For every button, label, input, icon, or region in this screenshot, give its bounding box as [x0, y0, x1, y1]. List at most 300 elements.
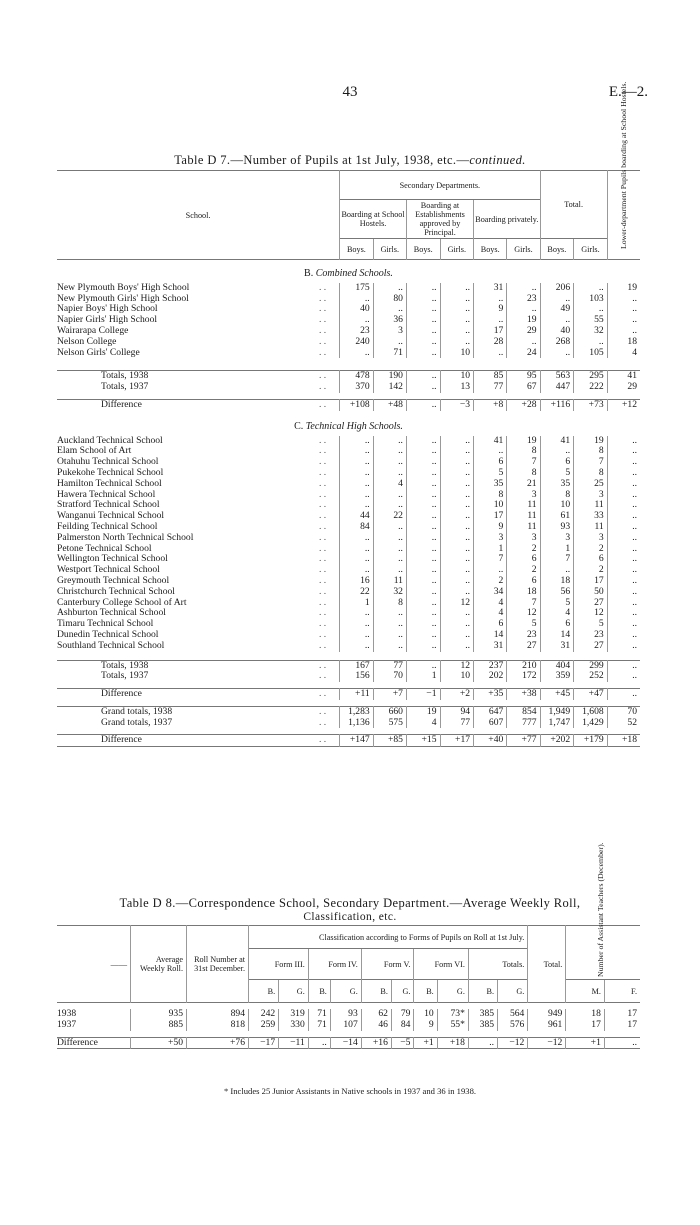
roll-number-header: Roll Number at 31st December.: [187, 926, 249, 1003]
cell-value: ..: [607, 619, 640, 630]
row-leader: . .: [319, 618, 327, 630]
cell-value: +12: [607, 399, 640, 410]
cell-value: 894: [187, 1009, 249, 1020]
row-name: Difference: [101, 734, 142, 746]
cell-value: 11: [373, 576, 406, 587]
cell-value: ..: [607, 533, 640, 544]
cell-value: −17: [249, 1037, 279, 1049]
cell-value: +48: [373, 399, 406, 410]
cell-value: 13: [440, 382, 474, 393]
row-name: Totals, 1938: [101, 659, 149, 671]
cell-value: 4: [474, 608, 507, 619]
school-header: School.: [185, 210, 211, 220]
spacer-row: [57, 411, 640, 419]
form6-header: Form VI.: [414, 949, 468, 980]
row-leader: . .: [319, 488, 327, 500]
cell-value: 3: [507, 490, 540, 501]
cell-value: 84: [391, 1020, 414, 1031]
cell-value: ..: [574, 283, 608, 294]
boys-header: Boys.: [540, 239, 574, 260]
row-label: [57, 371, 340, 382]
cell-value: ..: [607, 304, 640, 315]
cell-value: 5: [474, 468, 507, 479]
cell-value: ..: [373, 500, 406, 511]
cell-value: 62: [361, 1009, 391, 1020]
cell-value: ..: [406, 630, 440, 641]
row-leader: . .: [319, 688, 327, 700]
cell-value: 7: [507, 598, 540, 609]
cell-value: ..: [607, 315, 640, 326]
cell-value: 22: [340, 587, 374, 598]
cell-value: ..: [440, 468, 474, 479]
cell-value: 12: [574, 608, 608, 619]
cell-value: ..: [406, 619, 440, 630]
row-leader: . .: [319, 574, 327, 586]
footnote: * Includes 25 Junior Assistants in Native schools in 1937 and 36 in 1938.: [223, 1086, 477, 1096]
cell-value: 14: [540, 630, 574, 641]
cell-value: ..: [406, 457, 440, 468]
row-leader: . .: [319, 398, 327, 410]
cell-value: 6: [474, 619, 507, 630]
cell-value: ..: [340, 641, 374, 652]
cell-value: ..: [607, 511, 640, 522]
cell-value: 5: [507, 619, 540, 630]
table-row: [57, 641, 640, 652]
cell-value: ..: [507, 304, 540, 315]
cell-value: 10: [440, 371, 474, 382]
cell-value: 156: [340, 671, 374, 682]
cell-value: 7: [540, 554, 574, 565]
spacer-row: [57, 358, 640, 371]
cell-value: 17: [474, 511, 507, 522]
cell-value: −12: [528, 1037, 566, 1049]
cell-value: 44: [340, 511, 374, 522]
cell-value: ..: [440, 436, 474, 447]
cell-value: 447: [540, 382, 574, 393]
form5-header: Form V.: [361, 949, 414, 980]
row-label: [57, 399, 340, 410]
cell-value: +202: [540, 735, 574, 747]
cell-value: 7: [507, 457, 540, 468]
cell-value: 11: [574, 500, 608, 511]
cell-value: 206: [540, 283, 574, 294]
cell-value: ..: [340, 490, 374, 501]
table-row: [57, 436, 640, 447]
cell-value: +28: [507, 399, 540, 410]
cell-value: ..: [340, 446, 374, 457]
table-row: [57, 1037, 640, 1049]
cell-value: 607: [474, 718, 507, 729]
cell-value: 1: [474, 544, 507, 555]
cell-value: 3: [540, 533, 574, 544]
row-label: [57, 382, 340, 393]
b-header: B.: [361, 980, 391, 1003]
cell-value: 6: [507, 554, 540, 565]
row-name: Grand totals, 1938: [101, 705, 173, 717]
cell-value: ..: [406, 283, 440, 294]
table-row: [57, 382, 640, 393]
row-label: [57, 718, 340, 729]
cell-value: 23: [574, 630, 608, 641]
secondary-departments-header: Secondary Departments.: [340, 171, 540, 200]
cell-value: ..: [373, 619, 406, 630]
cell-value: +38: [507, 689, 540, 700]
cell-value: ..: [474, 348, 507, 359]
cell-value: 28: [474, 337, 507, 348]
boarding-hostels-header: Boarding at School Hostels.: [340, 200, 407, 239]
cell-value: ..: [406, 660, 440, 671]
cell-value: 23: [507, 294, 540, 305]
cell-value: 9: [414, 1020, 437, 1031]
cell-value: ..: [406, 533, 440, 544]
cell-value: ..: [440, 587, 474, 598]
row-name: Feilding Technical School: [57, 520, 158, 532]
row-name: Grand totals, 1937: [101, 716, 173, 728]
cell-value: ..: [373, 304, 406, 315]
cell-value: +18: [437, 1037, 468, 1049]
cell-value: ..: [340, 500, 374, 511]
row-name: Petone Technical School: [57, 542, 152, 554]
table-row: [57, 399, 640, 410]
cell-value: 10: [414, 1009, 437, 1020]
boys-header: Boys.: [406, 239, 440, 260]
cell-value: −1: [406, 689, 440, 700]
row-name: Greymouth Technical School: [57, 574, 170, 586]
cell-value: +40: [474, 735, 507, 747]
cell-value: 29: [607, 382, 640, 393]
cell-value: 32: [574, 326, 608, 337]
cell-value: ..: [340, 315, 374, 326]
section-technical: [57, 419, 640, 436]
cell-value: +17: [440, 735, 474, 747]
cell-value: 660: [373, 706, 406, 717]
cell-value: 41: [474, 436, 507, 447]
cell-value: ..: [440, 304, 474, 315]
cell-value: 18: [540, 576, 574, 587]
cell-value: ..: [340, 348, 374, 359]
table-row: [57, 671, 640, 682]
table-row: [57, 337, 640, 348]
girls-header: Girls.: [440, 239, 474, 260]
cell-value: 14: [474, 630, 507, 641]
cell-value: ..: [440, 457, 474, 468]
cell-value: 17: [604, 1009, 640, 1020]
row-leader: . .: [319, 477, 327, 489]
cell-value: 6: [474, 457, 507, 468]
g-header: G.: [437, 980, 468, 1003]
b-header: B.: [308, 980, 330, 1003]
row-leader: . .: [319, 628, 327, 640]
cell-value: +16: [361, 1037, 391, 1049]
cell-value: 190: [373, 371, 406, 382]
cell-value: ..: [440, 544, 474, 555]
cell-value: 17: [566, 1020, 605, 1031]
cell-value: ..: [474, 565, 507, 576]
cell-value: ..: [406, 315, 440, 326]
cell-value: 222: [574, 382, 608, 393]
row-label: [57, 660, 340, 671]
cell-value: 22: [373, 511, 406, 522]
cell-value: 55*: [437, 1020, 468, 1031]
cell-value: 7: [474, 554, 507, 565]
row-leader: . .: [319, 281, 327, 293]
row-leader: . .: [319, 370, 327, 382]
cell-value: 41: [607, 371, 640, 382]
cell-value: 949: [528, 1009, 566, 1020]
cell-value: 8: [540, 490, 574, 501]
cell-value: +147: [340, 735, 374, 747]
cell-value: 370: [340, 382, 374, 393]
cell-value: ..: [607, 608, 640, 619]
table-row: [57, 735, 640, 747]
cell-value: 105: [574, 348, 608, 359]
row-leader: . .: [319, 553, 327, 565]
row-name: Southland Technical School: [57, 639, 165, 651]
cell-value: 818: [187, 1020, 249, 1031]
girls-header: Girls.: [574, 239, 608, 260]
cell-value: 70: [607, 706, 640, 717]
row-name: Christchurch Technical School: [57, 585, 175, 597]
row-name: Nelson College: [57, 335, 117, 347]
cell-value: 8: [474, 490, 507, 501]
cell-value: ..: [406, 641, 440, 652]
row-leader: . .: [319, 596, 327, 608]
cell-value: 18: [607, 337, 640, 348]
row-leader: . .: [319, 607, 327, 619]
cell-value: +1: [414, 1037, 437, 1049]
cell-value: 961: [528, 1020, 566, 1031]
cell-value: ..: [440, 337, 474, 348]
cell-value: ..: [607, 689, 640, 700]
row-label: [57, 735, 340, 747]
cell-value: 935: [131, 1009, 187, 1020]
cell-value: 10: [540, 500, 574, 511]
row-name: Palmerston North Technical School: [57, 531, 194, 543]
row-name: Ashburton Technical School: [57, 607, 166, 619]
cell-value: ..: [406, 399, 440, 410]
cell-value: ..: [607, 630, 640, 641]
cell-value: ..: [406, 598, 440, 609]
cell-value: ..: [440, 641, 474, 652]
cell-value: ..: [308, 1037, 330, 1049]
cell-value: ..: [406, 511, 440, 522]
totals-header: Totals.: [468, 949, 527, 980]
cell-value: 19: [507, 315, 540, 326]
row-leader: . .: [319, 445, 327, 457]
cell-value: ..: [440, 490, 474, 501]
cell-value: ..: [440, 294, 474, 305]
cell-value: 1,747: [540, 718, 574, 729]
row-leader: . .: [319, 531, 327, 543]
cell-value: 647: [474, 706, 507, 717]
cell-value: −14: [330, 1037, 361, 1049]
cell-value: 17: [474, 326, 507, 337]
cell-value: ..: [607, 641, 640, 652]
page-number: 43: [342, 84, 358, 100]
cell-value: 73*: [437, 1009, 468, 1020]
row-leader: . .: [319, 520, 327, 532]
cell-value: ..: [406, 554, 440, 565]
cell-value: ..: [373, 436, 406, 447]
section-combined: [57, 266, 640, 283]
cell-value: ..: [340, 533, 374, 544]
cell-value: ..: [607, 587, 640, 598]
cell-value: ..: [440, 326, 474, 337]
cell-value: 27: [507, 641, 540, 652]
cell-value: +47: [574, 689, 608, 700]
cell-value: 9: [474, 304, 507, 315]
cell-value: 2: [574, 565, 608, 576]
cell-value: ..: [406, 587, 440, 598]
cell-value: ..: [440, 608, 474, 619]
cell-value: ..: [607, 554, 640, 565]
cell-value: 4: [540, 608, 574, 619]
girls-header: Girls.: [373, 239, 406, 260]
cell-value: 77: [373, 660, 406, 671]
cell-value: 12: [507, 608, 540, 619]
cell-value: 93: [330, 1009, 361, 1020]
cell-value: 18: [507, 587, 540, 598]
row-label: [57, 689, 340, 700]
cell-value: ..: [373, 544, 406, 555]
cell-value: ..: [373, 446, 406, 457]
cell-value: 175: [340, 283, 374, 294]
cell-value: 10: [474, 500, 507, 511]
cell-value: 67: [507, 382, 540, 393]
cell-value: 71: [373, 348, 406, 359]
cell-value: 12: [440, 598, 474, 609]
row-leader: . .: [319, 705, 327, 717]
cell-value: +35: [474, 689, 507, 700]
cell-value: ..: [440, 315, 474, 326]
cell-value: ..: [373, 457, 406, 468]
cell-value: ..: [607, 468, 640, 479]
cell-value: 19: [574, 436, 608, 447]
cell-value: +15: [406, 735, 440, 747]
cell-value: ..: [440, 565, 474, 576]
row-leader: . .: [319, 716, 327, 728]
cell-value: ..: [440, 554, 474, 565]
cell-value: ..: [607, 446, 640, 457]
table8-title-line1: Table D 8.—Correspondence School, Secondary Department.—Average Weekly Roll,: [119, 896, 581, 910]
cell-value: ..: [607, 565, 640, 576]
row-name: Hawera Technical School: [57, 488, 156, 500]
cell-value: 564: [498, 1009, 528, 1020]
total-header: Total.: [540, 171, 607, 239]
cell-value: 777: [507, 718, 540, 729]
g-header: G.: [391, 980, 414, 1003]
cell-value: 854: [507, 706, 540, 717]
row-label: 1937: [57, 1018, 77, 1030]
cell-value: ..: [340, 294, 374, 305]
cell-value: 103: [574, 294, 608, 305]
row-name: Nelson Girls' College: [57, 346, 140, 358]
cell-value: 5: [540, 598, 574, 609]
row-name: Stratford Technical School: [57, 499, 160, 511]
cell-value: ..: [440, 479, 474, 490]
row-name: Pukekohe Technical School: [57, 466, 164, 478]
cell-value: 8: [507, 446, 540, 457]
row-leader: . .: [319, 303, 327, 315]
cell-value: 8: [373, 598, 406, 609]
cell-value: 240: [340, 337, 374, 348]
cell-value: 93: [540, 522, 574, 533]
cell-value: ..: [607, 522, 640, 533]
cell-value: +11: [340, 689, 374, 700]
cell-value: 319: [279, 1009, 309, 1020]
row-name: Wanganui Technical School: [57, 510, 165, 522]
cell-value: ..: [607, 490, 640, 501]
cell-value: 563: [540, 371, 574, 382]
cell-value: +8: [474, 399, 507, 410]
row-name: Napier Boys' High School: [57, 303, 158, 315]
cell-value: 8: [574, 468, 608, 479]
row-name: Auckland Technical School: [57, 434, 163, 446]
b-header: B.: [249, 980, 279, 1003]
cell-value: ..: [474, 294, 507, 305]
cell-value: 80: [373, 294, 406, 305]
cell-value: ..: [340, 608, 374, 619]
cell-value: ..: [507, 337, 540, 348]
row-leader: . .: [319, 335, 327, 347]
cell-value: −12: [498, 1037, 528, 1049]
cell-value: +45: [540, 689, 574, 700]
cell-value: −11: [279, 1037, 309, 1049]
cell-value: 19: [507, 436, 540, 447]
cell-value: 478: [340, 371, 374, 382]
cell-value: 55: [574, 315, 608, 326]
cell-value: ..: [468, 1037, 497, 1049]
cell-value: +179: [574, 735, 608, 747]
cell-value: +50: [131, 1037, 187, 1049]
cell-value: 23: [340, 326, 374, 337]
cell-value: 885: [131, 1020, 187, 1031]
page-code: E.—2.: [608, 84, 648, 100]
blank-header: ——: [110, 959, 127, 969]
cell-value: ..: [340, 565, 374, 576]
cell-value: 1,949: [540, 706, 574, 717]
cell-value: ..: [340, 544, 374, 555]
cell-value: ..: [440, 533, 474, 544]
row-leader: . .: [319, 659, 327, 671]
cell-value: 11: [507, 500, 540, 511]
cell-value: 31: [540, 641, 574, 652]
cell-value: 10: [440, 348, 474, 359]
cell-value: ..: [607, 479, 640, 490]
cell-value: 1,429: [574, 718, 608, 729]
cell-value: 25: [574, 479, 608, 490]
row-leader: . .: [319, 542, 327, 554]
row-name: Difference: [101, 688, 142, 700]
cell-value: ..: [406, 565, 440, 576]
cell-value: 1,283: [340, 706, 374, 717]
cell-value: 27: [574, 641, 608, 652]
cell-value: 29: [507, 326, 540, 337]
cell-value: ..: [440, 446, 474, 457]
cell-value: ..: [440, 576, 474, 587]
cell-value: ..: [574, 304, 608, 315]
cell-value: 5: [540, 468, 574, 479]
cell-value: ..: [373, 522, 406, 533]
cell-value: −5: [391, 1037, 414, 1049]
table-row: [57, 1020, 640, 1031]
row-name: Totals, 1937: [101, 670, 149, 682]
cell-value: 142: [373, 382, 406, 393]
cell-value: ..: [440, 630, 474, 641]
row-leader: . .: [319, 456, 327, 468]
cell-value: ..: [406, 436, 440, 447]
cell-value: ..: [507, 283, 540, 294]
